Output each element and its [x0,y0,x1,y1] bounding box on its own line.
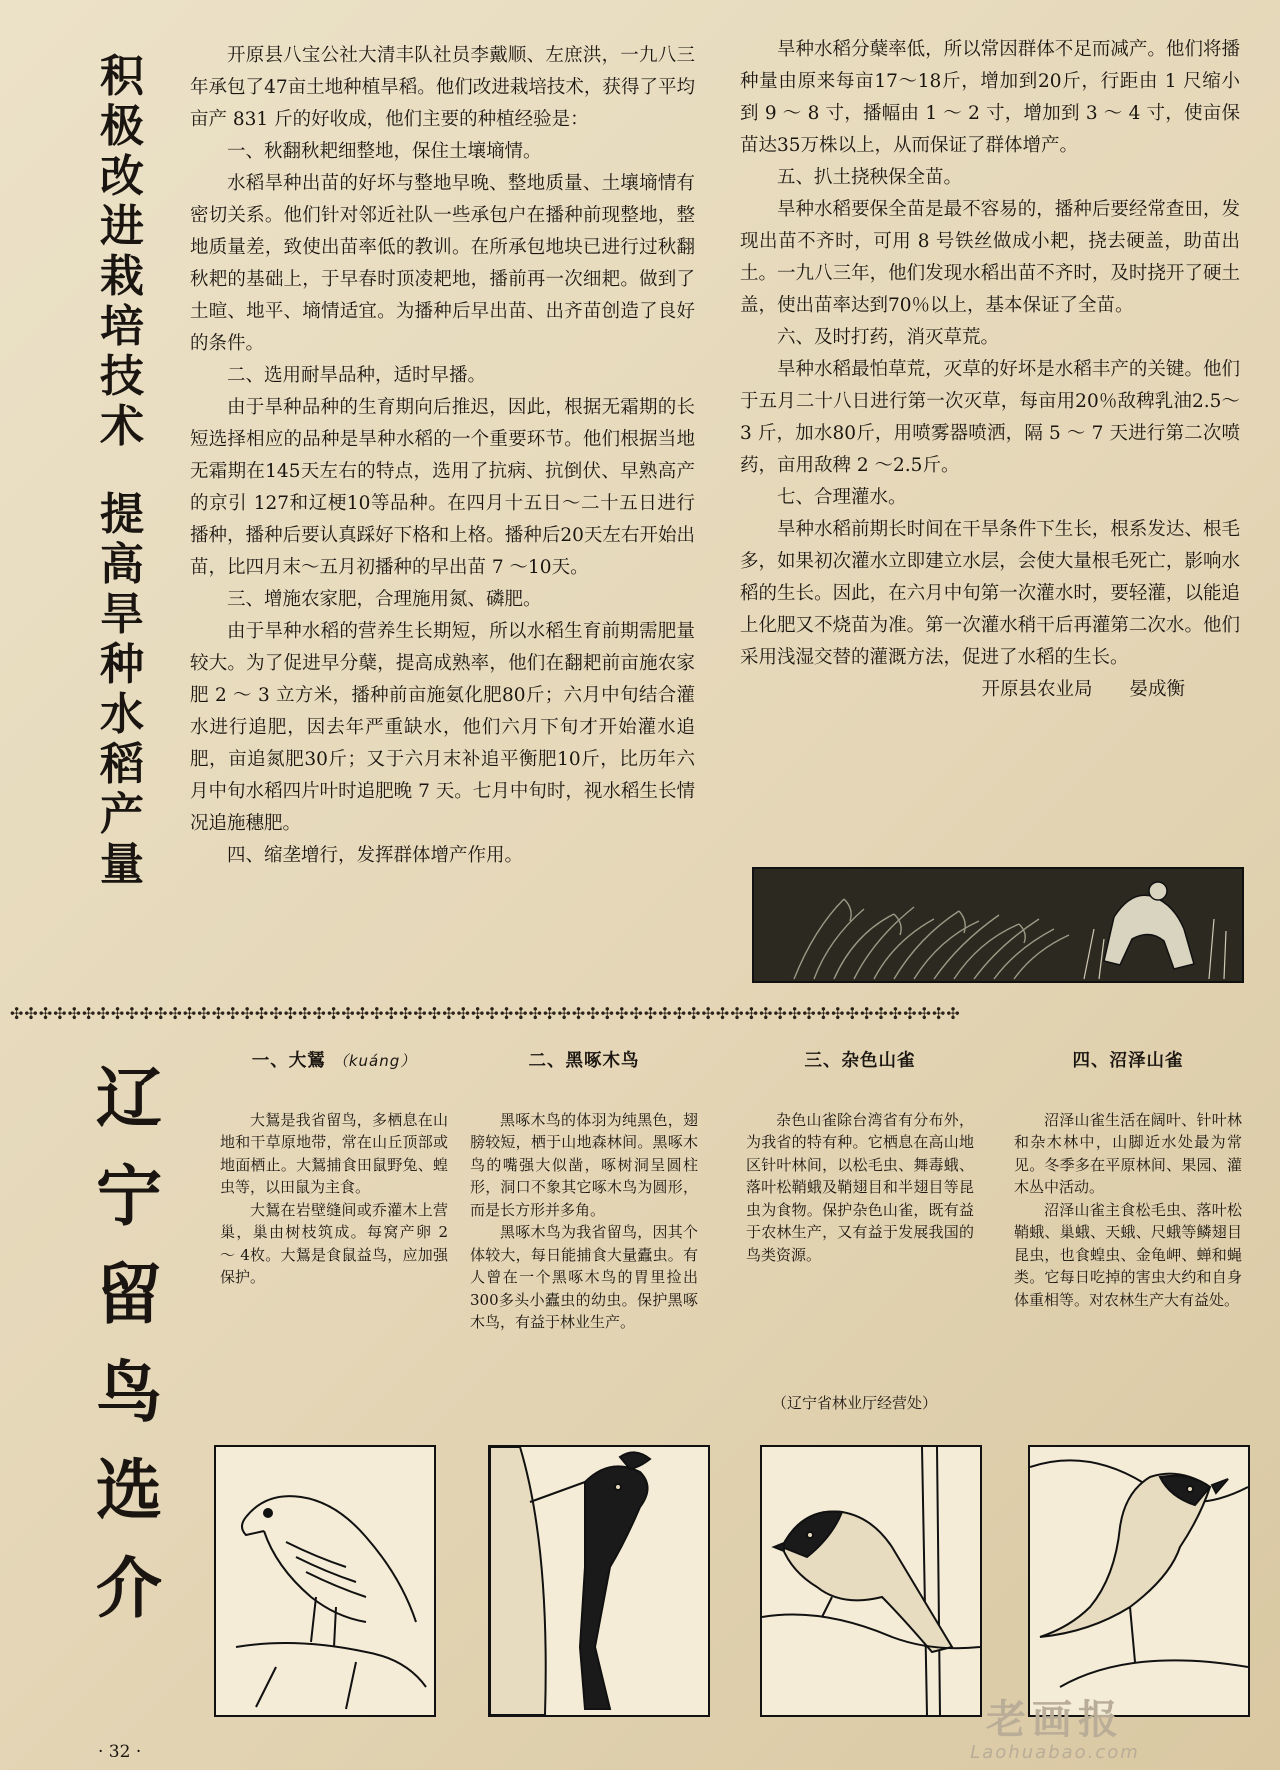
title-char: 鸟 [96,1354,162,1431]
bird-title: 二、黑啄木鸟 [528,1051,640,1071]
bird-paragraph: 大鵟是我省留鸟，多栖息在山地和干草原地带，常在山丘顶部或地面栖止。大鵟捕食田鼠野兔、蝗虫等，以田鼠为主食。 [220,1110,448,1196]
article-column-1 [190,40,695,872]
varied-tit-illustration [760,1445,982,1717]
birds-section-title [84,1050,174,1638]
section-heading: 二、选用耐旱品种，适时早播。 [227,365,487,386]
marsh-tit-illustration [1028,1445,1250,1717]
bird-paragraph: 杂色山雀除台湾省有分布外，为我省的特有种。它栖息在高山地区针叶林间，以松毛虫、舞毒蛾、落叶松鞘蛾及鞘翅目和半翅目等昆虫为食物。保护杂色山雀，既有益于农林生产，又有益于发展我国的鸟类资源。 [746,1110,974,1264]
bird-entry-varied-tit [746,1050,974,1266]
title-char: 留 [96,1256,162,1333]
section-heading: 一、秋翻秋耙细整地，保住土壤墒情。 [227,141,542,162]
title-char: 术 [100,401,144,452]
paragraph: 旱种水稻要保全苗是最不容易的，播种后要经常查田，发现出苗不齐时，可用 8 号铁丝做成小耙，挠去硬盖，助苗出土。一九八三年，他们发现水稻出苗不齐时，及时挠开了硬土盖，使出苗率达到70％以上，基本保证了全苗。 [740,199,1240,316]
bird-title: 四、沼泽山雀 [1072,1051,1184,1071]
title-char: 产 [100,789,144,840]
paragraph: 水稻旱种出苗的好坏与整地早晚、整地质量、土壤墒情有密切关系。他们针对邻近社队一些承包户在播种前现整地，整地质量差，致使出苗率低的教训。在所承包地块已进行过秋翻秋耙的基础上，于早春时顶凌耙地，播前再一次细耙。做到了土暄、地平、墒情适宜。为播种后早出苗、出齐苗创造了良好的条件。 [190,173,695,354]
title-char: 改 [100,151,144,202]
watermark-logo: 老画报 [986,1697,1124,1743]
marsh-tit-drawing [1030,1447,1248,1715]
page-number: · 32 · [98,1742,142,1762]
rice-field-illustration [752,867,1244,983]
title-char: 旱 [100,589,144,640]
woodpecker-drawing [490,1447,708,1715]
section-heading: 三、增施农家肥，合理施用氮、磷肥。 [227,589,542,610]
ornamental-divider: ✣✣✣✣✣✣✣✣✣✣✣✣✣✣✣✣✣✣✣✣✣✣✣✣✣✣✣✣✣✣✣✣✣✣✣✣✣✣✣✣✣✣✣✣✣✣✣✣✣✣✣✣✣✣✣✣✣✣✣✣✣✣✣✣✣✣ [10,1004,961,1023]
title-char: 进 [100,201,144,252]
bird-entry-marsh-tit [1014,1050,1242,1311]
bird-entry-buzzard [220,1050,448,1289]
section-heading: 七、合理灌水。 [777,487,907,508]
buzzard-drawing [216,1447,434,1715]
title-char: 极 [100,101,144,152]
paragraph: 旱种水稻最怕草荒，灭草的好坏是水稻丰产的关键。他们于五月二十八日进行第一次灭草，每亩用20％敌稗乳油2.5～ 3 斤，加水80斤，用喷雾器喷洒，隔 5 ～ 7 天进行第二次喷药，亩用敌稗 2 ～2.5斤。 [740,359,1240,476]
title-char: 提 [100,489,144,540]
bird-title [220,1050,448,1073]
article-column-2 [740,34,1240,706]
title-char: 高 [100,539,144,590]
bird-entry-black-woodpecker [470,1050,698,1334]
title-char: 稻 [100,739,144,790]
paragraph: 开原县八宝公社大清丰队社员李戴顺、左庶洪，一九八三年承包了47亩土地种植旱稻。他们改进栽培技术，获得了平均亩产 831 斤的好收成，他们主要的种植经验是： [190,45,695,130]
paragraph: 旱种水稻前期长时间在干旱条件下生长，根系发达、根毛多，如果初次灌水立即建立水层，会使大量根毛死亡，影响水稻的生长。因此，在六月中旬第一次灌水时，要轻灌，以能追上化肥又不烧苗为准。第一次灌水稍干后再灌第二次水。他们采用浅湿交替的灌溉方法，促进了水稻的生长。 [740,519,1240,668]
bird-pinyin: （kuáng） [332,1052,417,1070]
bird-paragraph: 黑啄木鸟的体羽为纯黑色，翅膀较短，栖于山地森林间。黑啄木鸟的嘴强大似凿，啄树洞呈圆柱形，洞口不象其它啄木鸟为圆形，而是长方形并多角。 [470,1110,698,1219]
paragraph: 由于旱种品种的生育期向后推迟，因此，根据无霜期的长短选择相应的品种是旱种水稻的一个重要环节。他们根据当地无霜期在145天左右的特点，选用了抗病、抗倒伏、早熟高产的京引 127和辽梗10等品种。在四月十五日～二十五日进行播种，播种后要认真踩好下格和上格。播种后20天左右开始出苗，比四月末～五月初播种的早出苗 7 ～10天。 [190,397,695,578]
title-char: 积 [100,51,144,102]
bird-paragraph: 沼泽山雀主食松毛虫、落叶松鞘蛾、巢蛾、天蛾、尺蛾等鳞翅目昆虫，也食蝗虫、金龟岬、蝉和蝇类。它每日吃掉的害虫大约和自身体重相等。对农林生产大有益处。 [1014,1200,1242,1309]
section-heading: 五、扒土挠秧保全苗。 [777,167,963,188]
paragraph: 由于旱种水稻的营养生长期短，所以水稻生育前期需肥量较大。为了促进早分蘖，提高成熟率，他们在翻耙前亩施农家肥 2 ～ 3 立方米，播种前亩施氨化肥80斤；六月中旬结合灌水进行追肥，因去年严重缺水，他们六月下旬才开始灌水追肥，亩追氮肥30斤；又于六月末补追平衡肥10斤，比历年六月中旬水稻四片叶时追肥晚 7 天。七月中旬时，视水稻生长情况追施穗肥。 [190,621,695,834]
bird-name: 一、大鵟 [251,1051,326,1071]
watermark [930,1698,1180,1763]
title-char: 辽 [96,1060,162,1137]
bird-section-credit: （辽宁省林业厅经营处） [772,1394,938,1412]
section-heading: 四、缩垄增行，发挥群体增产作用。 [227,845,524,866]
varied-tit-drawing [762,1447,980,1715]
article-author: 开原县农业局 晏成衡 [981,679,1185,700]
title-char: 种 [100,639,144,690]
bird-paragraph: 沼泽山雀生活在阔叶、针叶林和杂木林中，山脚近水处最为常见。冬季多在平原林间、果园、灌木丛中活动。 [1014,1110,1242,1196]
title-char: 技 [100,351,144,402]
title-char: 选 [96,1452,162,1529]
article-title [82,52,162,890]
title-char: 培 [100,301,144,352]
black-woodpecker-illustration [488,1445,710,1717]
buzzard-illustration [214,1445,436,1717]
title-char: 栽 [100,251,144,302]
watermark-url: Laohuabao.com [970,1742,1140,1763]
rice-field-drawing [754,869,1242,981]
title-char: 量 [100,839,144,890]
section-heading: 六、及时打药，消灭草荒。 [777,327,1000,348]
paragraph: 旱种水稻分蘖率低，所以常因群体不足而减产。他们将播种量由原来每亩17～18斤，增加到20斤，行距由 1 尺缩小到 9 ～ 8 寸，播幅由 1 ～ 2 寸，增加到 3 ～ 4 寸，使亩保苗达35万株以上，从而保证了群体增产。 [740,39,1240,156]
title-char: 宁 [96,1158,162,1235]
title-char: 介 [96,1550,162,1627]
bird-title: 三、杂色山雀 [804,1051,916,1071]
bird-paragraph: 大鵟在岩壁缝间或乔灌木上营巢，巢由树枝筑成。每窝产卵 2 ～ 4枚。大鵟是食鼠益鸟，应加强保护。 [220,1200,448,1286]
bird-paragraph: 黑啄木鸟为我省留鸟，因其个体较大，每日能捕食大量蠹虫。有人曾在一个黑啄木鸟的胃里捡出300多头小蠹虫的幼虫。保护黑啄木鸟，有益于林业生产。 [470,1223,698,1331]
title-char: 水 [100,689,144,740]
